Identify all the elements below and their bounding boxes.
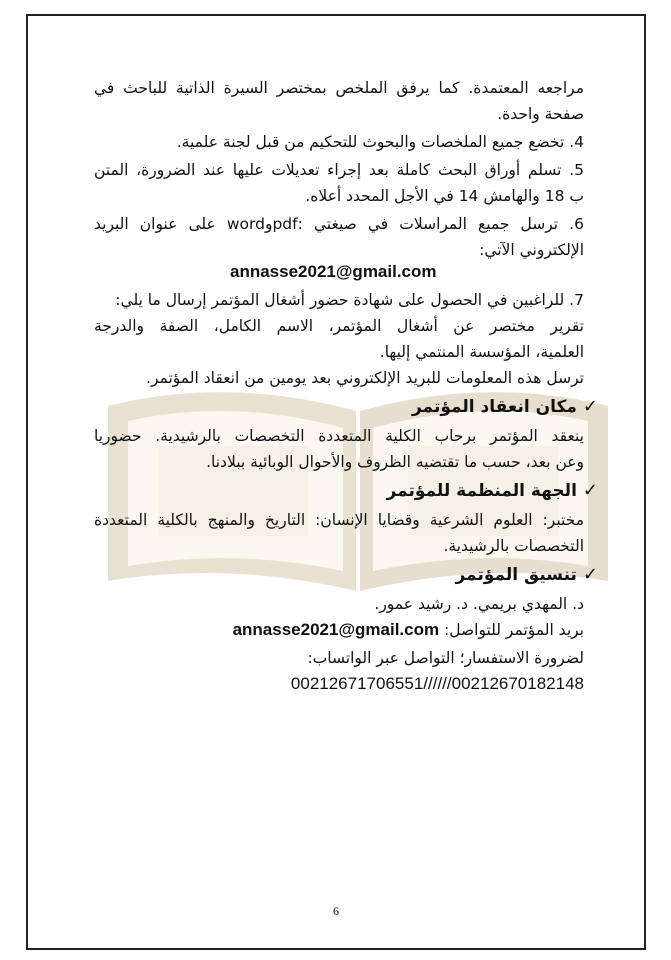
whatsapp-label: لضرورة الاستفسار؛ التواصل عبر الواتساب: bbox=[307, 649, 584, 667]
venue-heading bbox=[412, 396, 598, 417]
organizer-line-2: التخصصات بالرشيدية. bbox=[443, 537, 584, 555]
item-5-line-1: 5. تسلم أوراق البحث كاملة بعد إجراء تعديلات عليها عند الضرورة، المتن bbox=[94, 161, 584, 179]
page-number: 6 bbox=[333, 904, 339, 918]
item-7-line-4: ترسل هذه المعلومات للبريد الإلكتروني بعد يومين من انعقاد المؤتمر. bbox=[146, 369, 584, 387]
whatsapp-phones: 00212670182148//////00212671706551 bbox=[290, 674, 584, 693]
organizer-heading bbox=[387, 480, 598, 501]
item-7-line-2: تقرير مختصر عن أشغال المؤتمر، الاسم الكامل، الصفة والدرجة bbox=[94, 317, 584, 335]
body-line-1: مراجعه المعتمدة. كما يرفق الملخص بمختصر السيرة الذاتية للباحث في bbox=[94, 79, 584, 97]
check-icon: ✓ bbox=[582, 564, 598, 585]
item-4: 4. تخضع جميع الملخصات والبحوث للتحكيم من قبل لجنة علمية. bbox=[176, 133, 584, 151]
item-6-line-1: 6. ترسل جميع المراسلات في صيغتي :pdfوword على عنوان البريد bbox=[94, 215, 584, 233]
contact-line bbox=[94, 618, 584, 642]
contact-label: بريد المؤتمر للتواصل: bbox=[444, 621, 584, 639]
item-7-line-3: العلمية، المؤسسة المنتمي إليها. bbox=[379, 343, 584, 361]
organizer-line-1: مختبر: العلوم الشرعية وقضايا الإنسان: التاريخ والمنهج بالكلية المتعددة bbox=[94, 511, 584, 529]
item-7-line-1: 7. للراغبين في الحصول على شهادة حضور أشغال المؤتمر إرسال ما يلي: bbox=[115, 291, 584, 309]
coordinator-names: د. المهدي بريمي. د. رشيد عمور. bbox=[374, 595, 584, 613]
email-link-1[interactable]: annasse2021@gmail.com bbox=[230, 262, 437, 281]
coordination-heading bbox=[455, 564, 598, 585]
coordination-heading-text: تنسيق المؤتمر bbox=[455, 565, 577, 585]
email-link-2[interactable]: annasse2021@gmail.com bbox=[232, 620, 440, 639]
check-icon: ✓ bbox=[582, 396, 598, 417]
check-icon: ✓ bbox=[582, 480, 598, 501]
venue-line-1: ينعقد المؤتمر برحاب الكلية المتعددة التخصصات بالرشيدية. حضوريا bbox=[94, 427, 584, 445]
document-page bbox=[26, 14, 646, 950]
venue-heading-text: مكان انعقاد المؤتمر bbox=[411, 397, 577, 417]
venue-line-2: وعن بعد، حسب ما تقتضيه الظروف والأحوال الوبائية ببلادنا. bbox=[206, 453, 584, 471]
item-6-line-2: الإلكتروني الآتي: bbox=[479, 241, 584, 259]
organizer-heading-text: الجهة المنظمة للمؤتمر bbox=[386, 481, 577, 501]
item-5-line-2: ب 18 والهامش 14 في الأجل المحدد أعلاه. bbox=[305, 187, 584, 205]
body-line-2: صفحة واحدة. bbox=[497, 105, 584, 123]
